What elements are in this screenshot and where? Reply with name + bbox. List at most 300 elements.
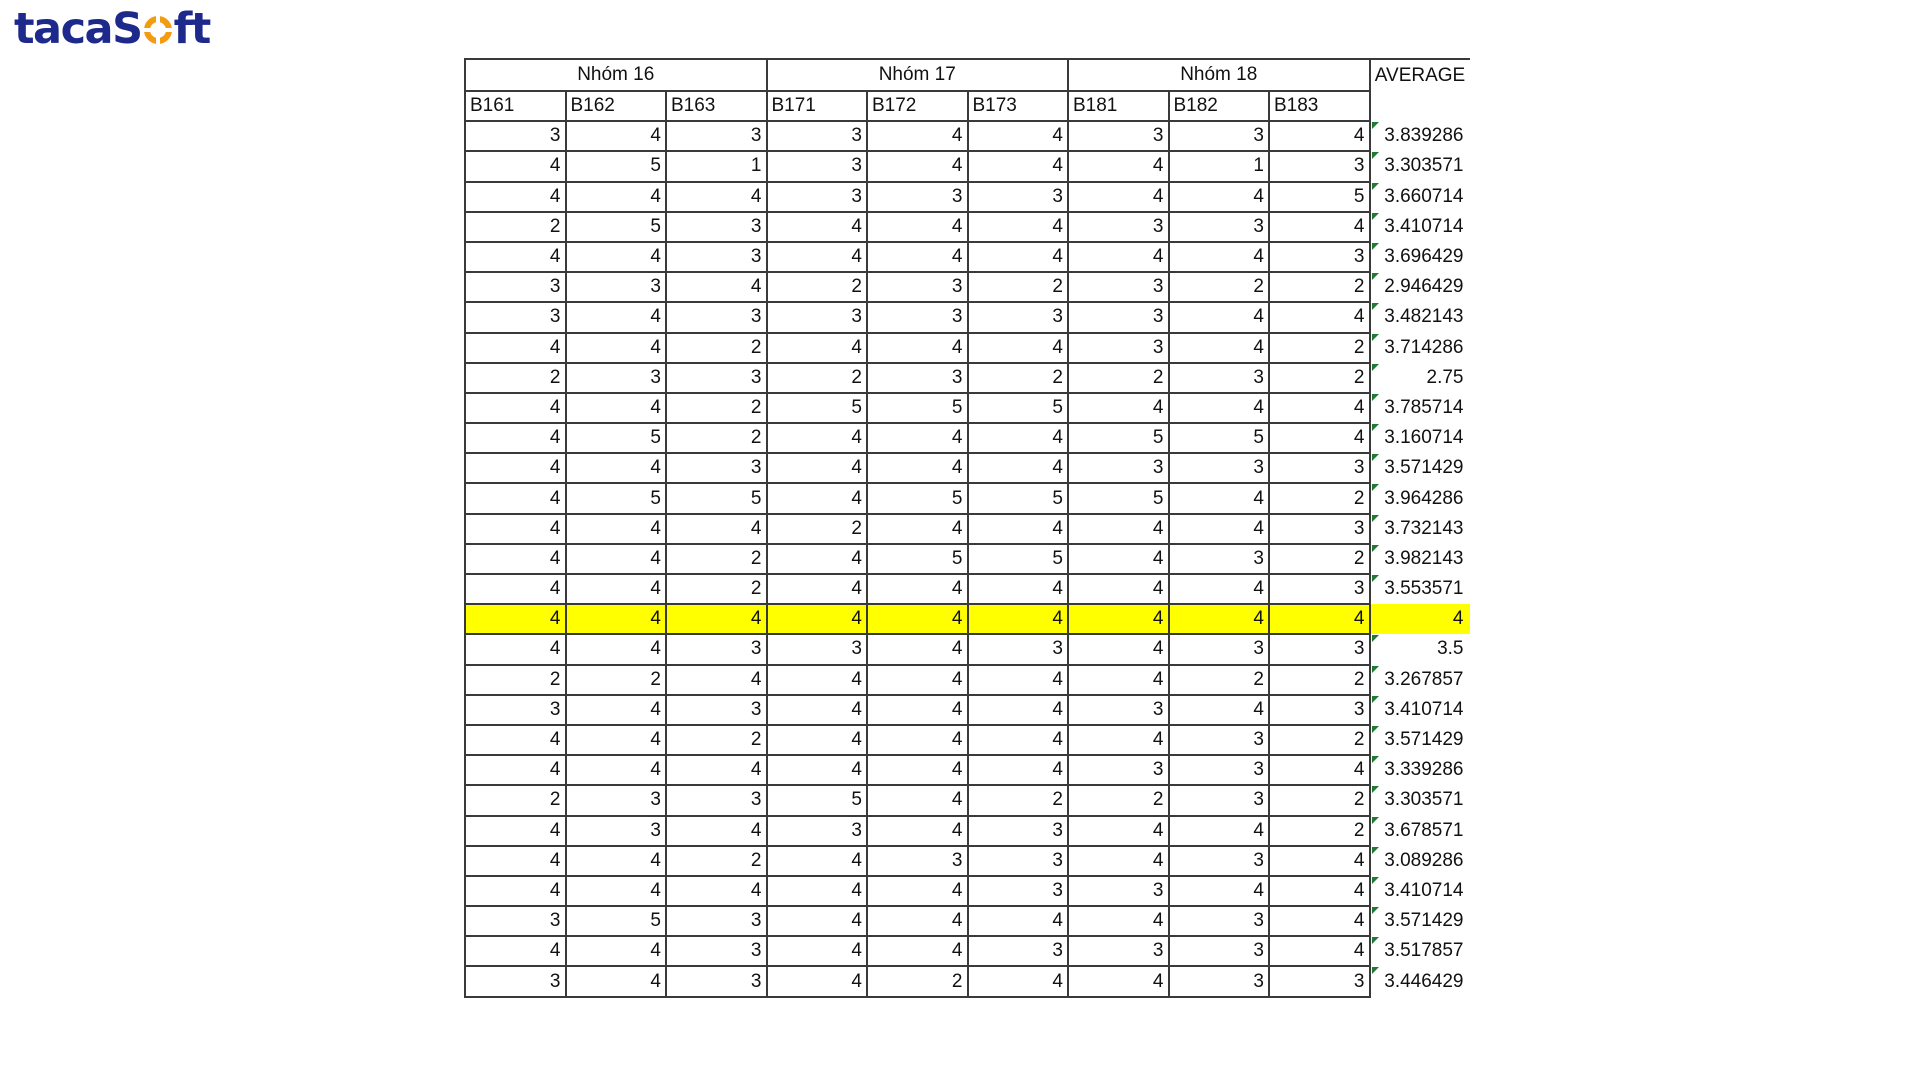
table-cell[interactable]: 2: [1269, 363, 1370, 393]
table-cell[interactable]: 4: [968, 725, 1069, 755]
table-cell[interactable]: 2: [666, 846, 767, 876]
table-cell[interactable]: 4: [767, 876, 868, 906]
average-cell[interactable]: 3.339286: [1370, 755, 1470, 785]
table-cell[interactable]: 4: [767, 242, 868, 272]
table-cell[interactable]: 3: [1269, 514, 1370, 544]
table-cell[interactable]: 3: [666, 121, 767, 151]
table-cell[interactable]: 4: [1269, 755, 1370, 785]
table-cell[interactable]: 3: [1068, 695, 1169, 725]
table-cell[interactable]: 5: [968, 483, 1069, 513]
table-cell[interactable]: 2: [566, 665, 667, 695]
table-cell[interactable]: 4: [465, 182, 566, 212]
table-cell[interactable]: 4: [566, 544, 667, 574]
table-cell[interactable]: 3: [1169, 725, 1270, 755]
table-cell[interactable]: 4: [867, 604, 968, 634]
table-cell[interactable]: 4: [867, 665, 968, 695]
table-cell[interactable]: 2: [1068, 785, 1169, 815]
average-cell[interactable]: 3.839286: [1370, 121, 1470, 151]
table-cell[interactable]: 4: [1169, 242, 1270, 272]
table-cell[interactable]: 4: [1169, 574, 1270, 604]
table-cell[interactable]: 4: [867, 453, 968, 483]
table-cell[interactable]: 4: [666, 272, 767, 302]
table-cell[interactable]: 4: [465, 393, 566, 423]
table-cell[interactable]: 3: [666, 634, 767, 664]
table-cell[interactable]: 3: [666, 242, 767, 272]
table-cell[interactable]: 3: [1169, 453, 1270, 483]
table-cell[interactable]: 3: [1169, 212, 1270, 242]
average-cell[interactable]: 3.571429: [1370, 725, 1470, 755]
table-cell[interactable]: 3: [1169, 936, 1270, 966]
table-cell[interactable]: 4: [1068, 816, 1169, 846]
table-cell[interactable]: 3: [1169, 634, 1270, 664]
table-cell[interactable]: 2: [666, 544, 767, 574]
table-cell[interactable]: 3: [1269, 695, 1370, 725]
table-cell[interactable]: 3: [767, 151, 868, 181]
table-cell[interactable]: 4: [1068, 665, 1169, 695]
table-cell[interactable]: 4: [968, 514, 1069, 544]
table-cell[interactable]: 3: [465, 906, 566, 936]
code-header[interactable]: B171: [767, 91, 868, 121]
table-cell[interactable]: 4: [465, 453, 566, 483]
table-cell[interactable]: 3: [566, 363, 667, 393]
table-cell[interactable]: 5: [767, 393, 868, 423]
table-cell[interactable]: 2: [666, 393, 767, 423]
table-cell[interactable]: 5: [1068, 423, 1169, 453]
table-cell[interactable]: 4: [1269, 302, 1370, 332]
table-cell[interactable]: 3: [1269, 634, 1370, 664]
table-cell[interactable]: 4: [1269, 936, 1370, 966]
table-cell[interactable]: 5: [566, 151, 667, 181]
table-cell[interactable]: 4: [666, 755, 767, 785]
table-cell[interactable]: 3: [1169, 544, 1270, 574]
table-cell[interactable]: 4: [465, 634, 566, 664]
table-cell[interactable]: 4: [1068, 725, 1169, 755]
average-cell[interactable]: 2.75: [1370, 363, 1470, 393]
table-cell[interactable]: 3: [1269, 574, 1370, 604]
table-cell[interactable]: 4: [465, 725, 566, 755]
table-cell[interactable]: 2: [666, 423, 767, 453]
average-cell[interactable]: 3.267857: [1370, 665, 1470, 695]
table-cell[interactable]: 4: [566, 393, 667, 423]
table-cell[interactable]: 5: [566, 906, 667, 936]
table-cell[interactable]: 4: [566, 695, 667, 725]
table-cell[interactable]: 2: [968, 272, 1069, 302]
group-header-18[interactable]: Nhóm 18: [1068, 59, 1370, 91]
average-cell[interactable]: 3.410714: [1370, 212, 1470, 242]
table-cell[interactable]: 2: [1269, 272, 1370, 302]
table-cell[interactable]: 4: [465, 755, 566, 785]
table-cell[interactable]: 3: [1068, 755, 1169, 785]
table-cell[interactable]: 4: [1269, 121, 1370, 151]
table-cell[interactable]: 4: [1169, 393, 1270, 423]
table-cell[interactable]: 4: [1269, 393, 1370, 423]
table-cell[interactable]: 4: [968, 242, 1069, 272]
table-cell[interactable]: 4: [867, 755, 968, 785]
table-cell[interactable]: 3: [1269, 242, 1370, 272]
table-cell[interactable]: 4: [566, 453, 667, 483]
table-cell[interactable]: 3: [968, 634, 1069, 664]
code-header[interactable]: B183: [1269, 91, 1370, 121]
table-cell[interactable]: 4: [465, 242, 566, 272]
table-cell[interactable]: 4: [767, 665, 868, 695]
table-cell[interactable]: 4: [1269, 876, 1370, 906]
table-cell[interactable]: 4: [767, 725, 868, 755]
table-cell[interactable]: 4: [767, 695, 868, 725]
table-cell[interactable]: 5: [867, 544, 968, 574]
table-cell[interactable]: 2: [867, 966, 968, 996]
table-cell[interactable]: 3: [1169, 906, 1270, 936]
table-cell[interactable]: 3: [666, 212, 767, 242]
table-cell[interactable]: 4: [1169, 182, 1270, 212]
table-cell[interactable]: 4: [767, 906, 868, 936]
table-cell[interactable]: 5: [1269, 182, 1370, 212]
table-cell[interactable]: 5: [566, 423, 667, 453]
table-cell[interactable]: 4: [1269, 212, 1370, 242]
table-cell[interactable]: 3: [666, 936, 767, 966]
table-cell[interactable]: 4: [1068, 966, 1169, 996]
table-cell[interactable]: 3: [465, 302, 566, 332]
table-cell[interactable]: 5: [867, 393, 968, 423]
table-cell[interactable]: 4: [968, 574, 1069, 604]
table-cell[interactable]: 4: [767, 483, 868, 513]
table-cell[interactable]: 3: [1068, 453, 1169, 483]
table-cell[interactable]: 4: [465, 816, 566, 846]
table-cell[interactable]: 4: [566, 121, 667, 151]
average-cell[interactable]: 3.660714: [1370, 182, 1470, 212]
table-cell[interactable]: 2: [1068, 363, 1169, 393]
average-cell[interactable]: 4: [1370, 604, 1470, 634]
code-header[interactable]: B161: [465, 91, 566, 121]
table-cell[interactable]: 4: [867, 514, 968, 544]
table-cell[interactable]: 2: [968, 785, 1069, 815]
table-cell[interactable]: 4: [767, 936, 868, 966]
table-cell[interactable]: 4: [1068, 544, 1169, 574]
table-cell[interactable]: 5: [666, 483, 767, 513]
table-cell[interactable]: 4: [968, 966, 1069, 996]
table-cell[interactable]: 3: [566, 816, 667, 846]
table-cell[interactable]: 4: [1269, 906, 1370, 936]
table-cell[interactable]: 3: [1269, 151, 1370, 181]
table-cell[interactable]: 4: [465, 936, 566, 966]
table-cell[interactable]: 3: [1068, 121, 1169, 151]
average-cell[interactable]: 3.160714: [1370, 423, 1470, 453]
table-cell[interactable]: 4: [1068, 634, 1169, 664]
average-cell[interactable]: 3.303571: [1370, 785, 1470, 815]
average-cell[interactable]: 3.964286: [1370, 483, 1470, 513]
table-cell[interactable]: 4: [968, 604, 1069, 634]
table-cell[interactable]: 3: [867, 272, 968, 302]
table-cell[interactable]: 4: [1169, 816, 1270, 846]
table-cell[interactable]: 3: [1068, 302, 1169, 332]
average-cell[interactable]: 3.571429: [1370, 906, 1470, 936]
table-cell[interactable]: 2: [666, 574, 767, 604]
table-cell[interactable]: 4: [767, 423, 868, 453]
table-cell[interactable]: 4: [566, 302, 667, 332]
table-cell[interactable]: 4: [566, 182, 667, 212]
table-cell[interactable]: 4: [767, 966, 868, 996]
table-cell[interactable]: 1: [666, 151, 767, 181]
table-cell[interactable]: 4: [767, 574, 868, 604]
table-cell[interactable]: 4: [566, 604, 667, 634]
table-cell[interactable]: 4: [767, 212, 868, 242]
table-cell[interactable]: 4: [566, 876, 667, 906]
table-cell[interactable]: 3: [566, 272, 667, 302]
table-cell[interactable]: 4: [566, 846, 667, 876]
table-cell[interactable]: 3: [1169, 121, 1270, 151]
table-cell[interactable]: 2: [1169, 272, 1270, 302]
average-cell[interactable]: 3.517857: [1370, 936, 1470, 966]
table-cell[interactable]: 4: [867, 695, 968, 725]
table-cell[interactable]: 4: [1169, 333, 1270, 363]
table-cell[interactable]: 4: [566, 725, 667, 755]
table-cell[interactable]: 3: [1169, 755, 1270, 785]
table-cell[interactable]: 3: [566, 785, 667, 815]
table-cell[interactable]: 3: [968, 876, 1069, 906]
table-cell[interactable]: 3: [1068, 272, 1169, 302]
code-header[interactable]: B173: [968, 91, 1069, 121]
average-cell[interactable]: 3.696429: [1370, 242, 1470, 272]
table-cell[interactable]: 4: [1068, 846, 1169, 876]
table-cell[interactable]: 4: [666, 514, 767, 544]
table-cell[interactable]: 4: [867, 785, 968, 815]
table-cell[interactable]: 2: [767, 514, 868, 544]
table-cell[interactable]: 3: [666, 966, 767, 996]
table-cell[interactable]: 4: [465, 604, 566, 634]
table-cell[interactable]: 4: [566, 966, 667, 996]
table-cell[interactable]: 4: [566, 936, 667, 966]
average-cell[interactable]: 3.553571: [1370, 574, 1470, 604]
table-cell[interactable]: 3: [1269, 966, 1370, 996]
code-header[interactable]: B163: [666, 91, 767, 121]
table-cell[interactable]: 4: [867, 333, 968, 363]
table-cell[interactable]: 4: [968, 453, 1069, 483]
table-cell[interactable]: 4: [968, 212, 1069, 242]
average-cell[interactable]: 3.678571: [1370, 816, 1470, 846]
average-cell[interactable]: 3.982143: [1370, 544, 1470, 574]
table-cell[interactable]: 4: [1068, 906, 1169, 936]
table-cell[interactable]: 4: [968, 755, 1069, 785]
table-cell[interactable]: 4: [465, 333, 566, 363]
table-cell[interactable]: 2: [1269, 333, 1370, 363]
table-cell[interactable]: 2: [465, 785, 566, 815]
table-cell[interactable]: 3: [666, 302, 767, 332]
table-cell[interactable]: 3: [867, 846, 968, 876]
table-cell[interactable]: 4: [465, 846, 566, 876]
table-cell[interactable]: 3: [968, 182, 1069, 212]
table-cell[interactable]: 2: [666, 725, 767, 755]
table-cell[interactable]: 4: [968, 906, 1069, 936]
table-cell[interactable]: 3: [465, 695, 566, 725]
table-cell[interactable]: 4: [1169, 604, 1270, 634]
table-cell[interactable]: 4: [1269, 846, 1370, 876]
table-cell[interactable]: 3: [867, 182, 968, 212]
table-cell[interactable]: 2: [968, 363, 1069, 393]
average-header[interactable]: AVERAGE: [1370, 59, 1470, 91]
table-cell[interactable]: 5: [566, 212, 667, 242]
table-cell[interactable]: 3: [1169, 785, 1270, 815]
table-cell[interactable]: 2: [1269, 785, 1370, 815]
table-cell[interactable]: 4: [968, 333, 1069, 363]
table-cell[interactable]: 3: [867, 363, 968, 393]
table-cell[interactable]: 4: [767, 544, 868, 574]
table-cell[interactable]: 4: [867, 151, 968, 181]
table-cell[interactable]: 3: [666, 453, 767, 483]
average-cell[interactable]: 3.446429: [1370, 966, 1470, 996]
table-cell[interactable]: 4: [465, 876, 566, 906]
table-cell[interactable]: 4: [566, 755, 667, 785]
table-cell[interactable]: 4: [1169, 302, 1270, 332]
table-cell[interactable]: 3: [968, 936, 1069, 966]
table-cell[interactable]: 3: [666, 785, 767, 815]
table-cell[interactable]: 2: [465, 665, 566, 695]
table-cell[interactable]: 4: [566, 574, 667, 604]
table-cell[interactable]: 3: [666, 906, 767, 936]
table-cell[interactable]: 4: [867, 816, 968, 846]
table-cell[interactable]: 3: [1068, 936, 1169, 966]
table-cell[interactable]: 4: [867, 242, 968, 272]
table-cell[interactable]: 4: [767, 453, 868, 483]
table-cell[interactable]: 4: [666, 182, 767, 212]
table-cell[interactable]: 4: [465, 151, 566, 181]
table-cell[interactable]: 4: [666, 665, 767, 695]
table-cell[interactable]: 4: [1068, 151, 1169, 181]
table-cell[interactable]: 2: [1269, 483, 1370, 513]
code-header[interactable]: B182: [1169, 91, 1270, 121]
table-cell[interactable]: 4: [867, 574, 968, 604]
table-cell[interactable]: 4: [968, 695, 1069, 725]
average-cell[interactable]: 3.303571: [1370, 151, 1470, 181]
table-cell[interactable]: 4: [968, 423, 1069, 453]
table-cell[interactable]: 4: [465, 423, 566, 453]
table-cell[interactable]: 4: [867, 121, 968, 151]
table-cell[interactable]: 3: [465, 966, 566, 996]
table-cell[interactable]: 2: [1269, 665, 1370, 695]
table-cell[interactable]: 4: [465, 483, 566, 513]
table-cell[interactable]: 4: [767, 755, 868, 785]
table-cell[interactable]: 4: [767, 846, 868, 876]
table-cell[interactable]: 5: [566, 483, 667, 513]
table-cell[interactable]: 2: [767, 272, 868, 302]
table-cell[interactable]: 3: [1068, 333, 1169, 363]
table-cell[interactable]: 4: [867, 876, 968, 906]
table-cell[interactable]: 3: [968, 302, 1069, 332]
table-cell[interactable]: 4: [1068, 182, 1169, 212]
table-cell[interactable]: 3: [767, 182, 868, 212]
average-cell[interactable]: 3.714286: [1370, 333, 1470, 363]
table-cell[interactable]: 2: [1269, 816, 1370, 846]
table-cell[interactable]: 4: [465, 514, 566, 544]
table-cell[interactable]: 2: [1269, 544, 1370, 574]
table-cell[interactable]: 2: [465, 363, 566, 393]
average-blank-cell[interactable]: [1370, 91, 1470, 121]
table-cell[interactable]: 3: [465, 272, 566, 302]
group-header-16[interactable]: Nhóm 16: [465, 59, 767, 91]
table-cell[interactable]: 5: [968, 544, 1069, 574]
table-cell[interactable]: 4: [666, 604, 767, 634]
table-cell[interactable]: 4: [1269, 423, 1370, 453]
table-cell[interactable]: 4: [767, 604, 868, 634]
table-cell[interactable]: 5: [867, 483, 968, 513]
table-cell[interactable]: 3: [867, 302, 968, 332]
table-cell[interactable]: 4: [1169, 514, 1270, 544]
table-cell[interactable]: 4: [867, 906, 968, 936]
table-cell[interactable]: 3: [465, 121, 566, 151]
table-cell[interactable]: 4: [465, 544, 566, 574]
code-header[interactable]: B181: [1068, 91, 1169, 121]
table-cell[interactable]: 4: [566, 634, 667, 664]
code-header[interactable]: B162: [566, 91, 667, 121]
average-cell[interactable]: 3.482143: [1370, 302, 1470, 332]
table-cell[interactable]: 4: [867, 212, 968, 242]
table-cell[interactable]: 3: [1068, 212, 1169, 242]
table-cell[interactable]: 3: [968, 846, 1069, 876]
table-cell[interactable]: 4: [867, 423, 968, 453]
table-cell[interactable]: 3: [767, 302, 868, 332]
table-cell[interactable]: 5: [767, 785, 868, 815]
table-cell[interactable]: 4: [867, 634, 968, 664]
table-cell[interactable]: 4: [968, 151, 1069, 181]
code-header[interactable]: B172: [867, 91, 968, 121]
average-cell[interactable]: 3.089286: [1370, 846, 1470, 876]
table-cell[interactable]: 4: [1068, 574, 1169, 604]
table-cell[interactable]: 4: [666, 816, 767, 846]
table-cell[interactable]: 4: [465, 574, 566, 604]
table-cell[interactable]: 3: [1068, 876, 1169, 906]
table-cell[interactable]: 4: [1169, 695, 1270, 725]
table-cell[interactable]: 4: [1068, 242, 1169, 272]
table-cell[interactable]: 5: [1068, 483, 1169, 513]
table-cell[interactable]: 1: [1169, 151, 1270, 181]
table-cell[interactable]: 4: [867, 725, 968, 755]
table-cell[interactable]: 4: [566, 333, 667, 363]
table-cell[interactable]: 3: [1169, 846, 1270, 876]
table-cell[interactable]: 2: [767, 363, 868, 393]
table-cell[interactable]: 4: [566, 514, 667, 544]
table-cell[interactable]: 4: [1169, 483, 1270, 513]
table-cell[interactable]: 4: [1269, 604, 1370, 634]
table-cell[interactable]: 4: [1169, 876, 1270, 906]
table-cell[interactable]: 5: [1169, 423, 1270, 453]
table-cell[interactable]: 4: [666, 876, 767, 906]
table-cell[interactable]: 3: [1169, 363, 1270, 393]
average-cell[interactable]: 2.946429: [1370, 272, 1470, 302]
average-cell[interactable]: 3.410714: [1370, 695, 1470, 725]
table-cell[interactable]: 3: [968, 816, 1069, 846]
table-cell[interactable]: 3: [666, 363, 767, 393]
average-cell[interactable]: 3.5: [1370, 634, 1470, 664]
table-cell[interactable]: 3: [666, 695, 767, 725]
table-cell[interactable]: 4: [1068, 393, 1169, 423]
table-cell[interactable]: 4: [968, 665, 1069, 695]
table-cell[interactable]: 3: [1269, 453, 1370, 483]
average-cell[interactable]: 3.785714: [1370, 393, 1470, 423]
table-cell[interactable]: 5: [968, 393, 1069, 423]
table-cell[interactable]: 2: [666, 333, 767, 363]
average-cell[interactable]: 3.571429: [1370, 453, 1470, 483]
table-cell[interactable]: 4: [1068, 514, 1169, 544]
table-cell[interactable]: 3: [1169, 966, 1270, 996]
table-cell[interactable]: 2: [465, 212, 566, 242]
table-cell[interactable]: 4: [968, 121, 1069, 151]
group-header-17[interactable]: Nhóm 17: [767, 59, 1069, 91]
average-cell[interactable]: 3.732143: [1370, 514, 1470, 544]
table-cell[interactable]: 4: [767, 333, 868, 363]
table-cell[interactable]: 3: [767, 121, 868, 151]
table-cell[interactable]: 3: [767, 634, 868, 664]
table-cell[interactable]: 4: [1068, 604, 1169, 634]
table-cell[interactable]: 3: [767, 816, 868, 846]
table-cell[interactable]: 2: [1269, 725, 1370, 755]
